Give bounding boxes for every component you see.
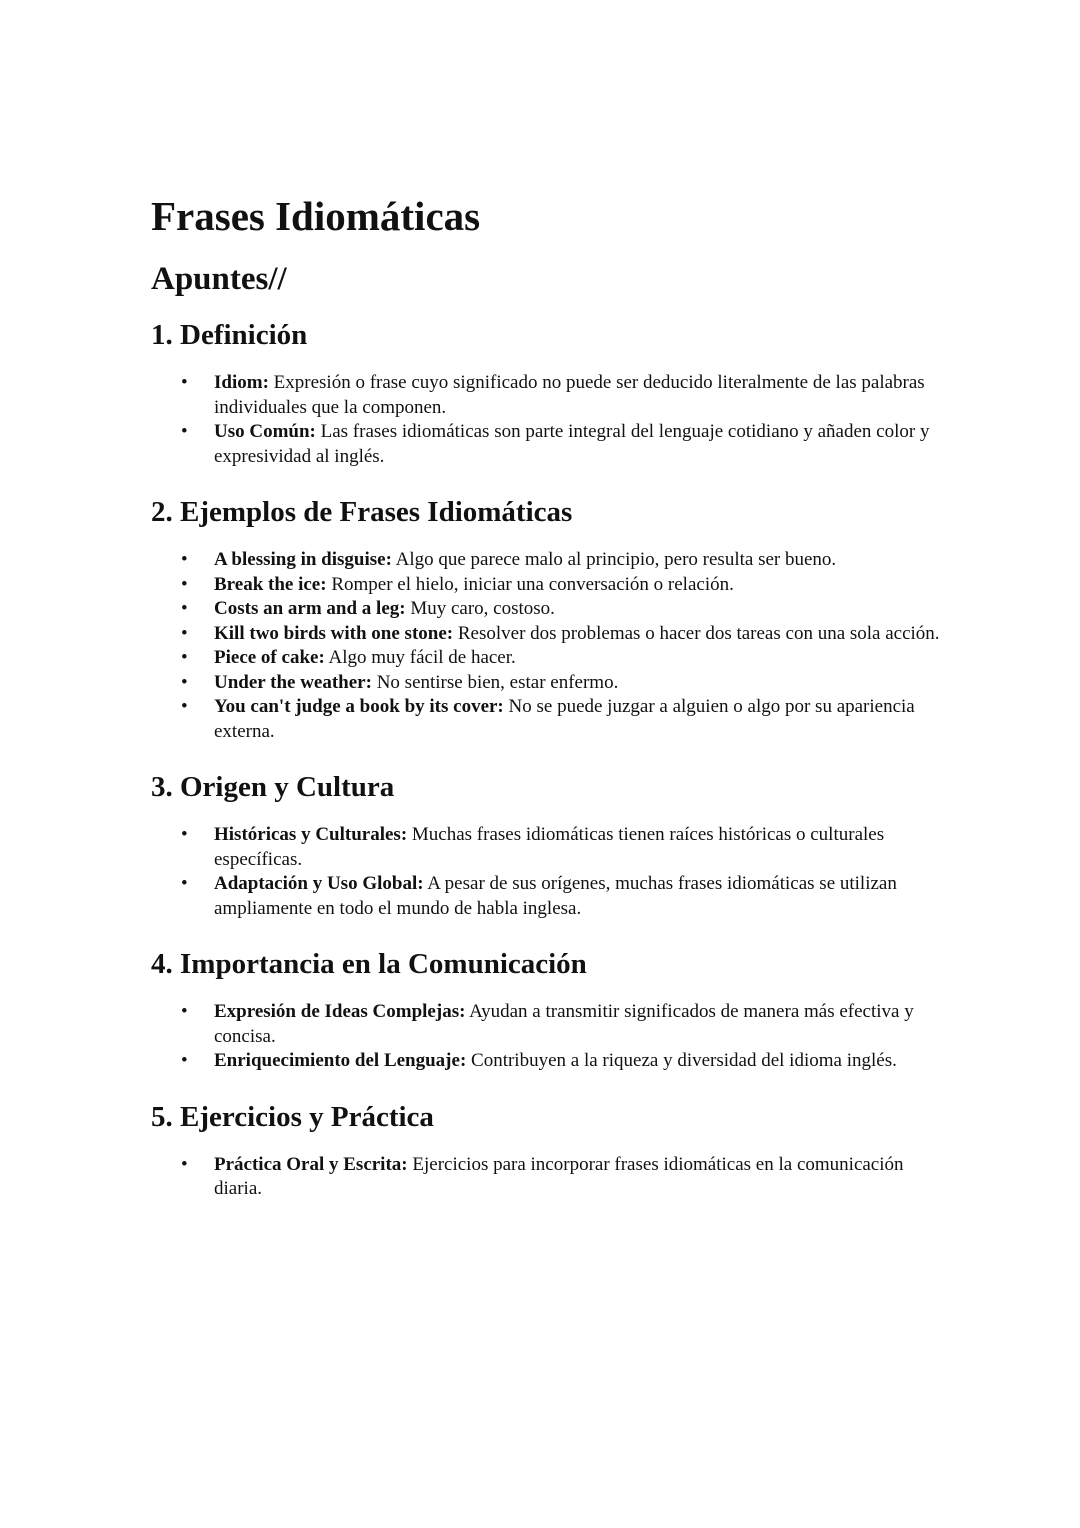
bullet-icon: • xyxy=(181,1050,188,1071)
bullet-list xyxy=(151,548,941,744)
document-page xyxy=(151,190,941,1202)
item-text: Algo que parece malo al principio, pero resulta ser bueno. xyxy=(391,549,837,570)
item-term: Históricas y Culturales: xyxy=(214,824,408,845)
bullet-list xyxy=(151,371,941,469)
list-item xyxy=(151,597,941,622)
list-item xyxy=(151,573,941,598)
list-item xyxy=(151,646,941,671)
list-item xyxy=(151,823,941,872)
bullet-icon: • xyxy=(181,696,188,717)
section-definicion xyxy=(151,317,941,469)
list-item xyxy=(151,548,941,573)
section-importancia xyxy=(151,946,941,1074)
item-term: Piece of cake: xyxy=(214,647,325,668)
bullet-icon: • xyxy=(181,1001,188,1022)
list-item xyxy=(151,872,941,921)
item-term: Under the weather: xyxy=(214,671,372,693)
item-text: No se puede juzgar a alguien o algo por su apariencia externa. xyxy=(214,696,915,742)
bullet-icon: • xyxy=(181,549,188,570)
list-item xyxy=(151,622,941,647)
item-text: Algo muy fácil de hacer. xyxy=(324,647,516,668)
section-heading: 1. Definición xyxy=(151,319,308,351)
item-text: Ejercicios para incorporar frases idiomáticas en la comunicación diaria. xyxy=(214,1153,904,1199)
list-item xyxy=(151,420,941,469)
item-text: Romper el hielo, iniciar una conversación o relación. xyxy=(326,573,734,595)
item-term: Break the ice: xyxy=(214,573,327,595)
item-term: Uso Común: xyxy=(214,421,316,442)
list-item xyxy=(151,695,941,744)
section-ejercicios xyxy=(151,1099,941,1202)
item-text: Muchas frases idiomáticas tienen raíces históricas o culturales específicas. xyxy=(214,824,885,870)
bullet-icon: • xyxy=(181,598,188,619)
item-term: Costs an arm and a leg: xyxy=(214,598,406,619)
item-text: Ayudan a transmitir significados de manera más efectiva y concisa. xyxy=(214,1001,914,1047)
list-item xyxy=(151,671,941,696)
section-heading: 4. Importancia en la Comunicación xyxy=(151,948,587,980)
item-text: Resolver dos problemas o hacer dos tareas con una sola acción. xyxy=(453,622,940,644)
bullet-icon: • xyxy=(181,622,188,644)
bullet-list xyxy=(151,823,941,921)
bullet-icon: • xyxy=(181,647,188,668)
item-text: No sentirse bien, estar enfermo. xyxy=(371,671,619,693)
section-heading: 2. Ejemplos de Frases Idiomáticas xyxy=(151,496,573,528)
list-item xyxy=(151,1153,941,1202)
section-ejemplos xyxy=(151,494,941,744)
item-term: A blessing in disguise: xyxy=(214,549,392,570)
item-text: Contribuyen a la riqueza y diversidad del idioma inglés. xyxy=(466,1050,897,1071)
bullet-icon: • xyxy=(181,421,188,442)
bullet-icon: • xyxy=(181,1153,188,1175)
item-term: Expresión de Ideas Complejas: xyxy=(214,1001,466,1022)
list-item xyxy=(151,1000,941,1049)
item-term: Kill two birds with one stone: xyxy=(214,622,454,644)
item-term: Enriquecimiento del Lenguaje: xyxy=(214,1050,467,1071)
list-item xyxy=(151,371,941,420)
bullet-icon: • xyxy=(181,573,188,595)
item-term: Práctica Oral y Escrita: xyxy=(214,1153,408,1175)
bullet-icon: • xyxy=(181,824,188,845)
bullet-icon: • xyxy=(181,671,188,693)
section-origen xyxy=(151,769,941,921)
bullet-icon: • xyxy=(181,873,188,894)
page-subtitle: Apuntes// xyxy=(151,261,287,297)
item-text: Las frases idiomáticas son parte integral del lenguaje cotidiano y añaden color y expresividad al inglés. xyxy=(214,421,930,467)
item-term: You can't judge a book by its cover: xyxy=(214,696,504,717)
item-text: Muy caro, costoso. xyxy=(405,598,555,619)
page-title: Frases Idiomáticas xyxy=(151,193,481,239)
list-item xyxy=(151,1049,941,1074)
section-heading: 3. Origen y Cultura xyxy=(151,771,395,803)
bullet-list xyxy=(151,1000,941,1074)
item-text: A pesar de sus orígenes, muchas frases idiomáticas se utilizan ampliamente en todo el mundo de habla inglesa. xyxy=(214,873,897,919)
item-term: Adaptación y Uso Global: xyxy=(214,873,424,894)
section-heading: 5. Ejercicios y Práctica xyxy=(151,1100,434,1133)
bullet-list xyxy=(151,1153,941,1202)
item-text: Expresión o frase cuyo significado no puede ser deducido literalmente de las palabras individuales que la componen. xyxy=(214,372,925,418)
item-term: Idiom: xyxy=(214,372,269,393)
bullet-icon: • xyxy=(181,372,188,393)
